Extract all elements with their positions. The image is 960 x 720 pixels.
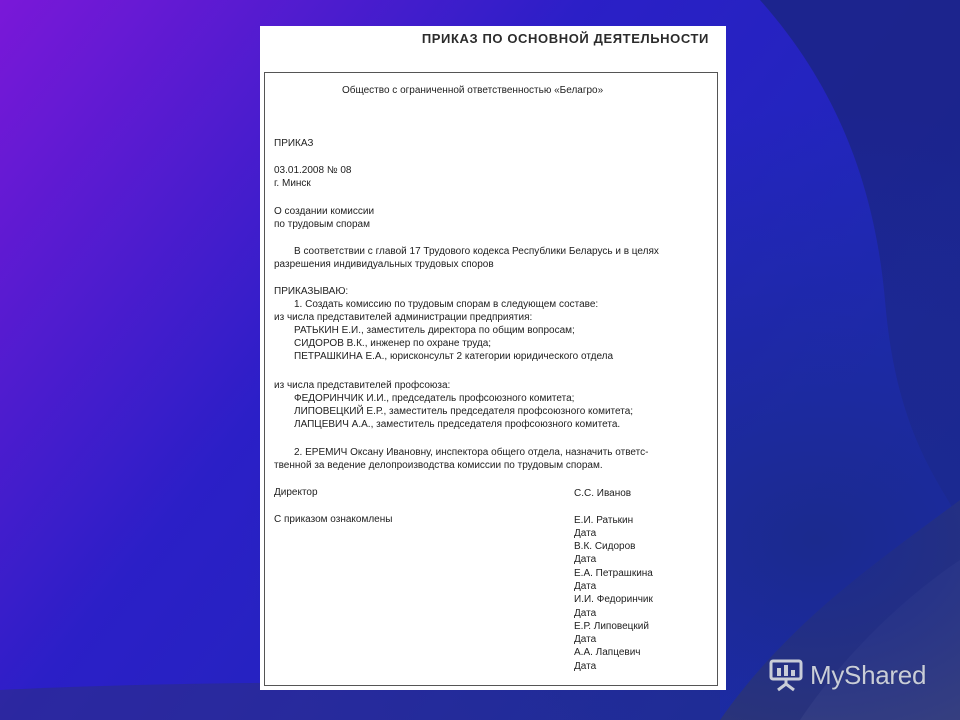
order-item-2: твенной за ведение делопроизводства комиссии по трудовым спорам.: [274, 460, 603, 471]
order-item-2: 2. ЕРЕМИЧ Оксану Ивановну, инспектора общего отдела, назначить ответс-: [294, 447, 649, 458]
admin-heading: из числа представителей администрации предприятия:: [274, 312, 533, 323]
order-item-1: 1. Создать комиссию по трудовым спорам в следующем составе:: [294, 299, 599, 310]
preamble: В соответствии с главой 17 Трудового кодекса Республики Беларусь и в целях разрешения индивидуальных трудовых споров: [274, 246, 659, 270]
signature-line: Е.А. Петрашкина: [574, 568, 653, 579]
union-member: ФЕДОРИНЧИК И.И., председатель профсоюзного комитета;: [294, 393, 575, 404]
subject-line: по трудовым спорам: [274, 219, 370, 230]
watermark-brand: MyShared: [810, 659, 927, 690]
union-member: ЛИПОВЕЦКИЙ Е.Р., заместитель председателя профсоюзного комитета;: [294, 406, 634, 417]
signature-line: Е.И. Ратькин: [574, 515, 634, 526]
signature-line: И.И. Федоринчик: [574, 594, 653, 605]
projector-icon: [768, 658, 804, 692]
admin-member: РАТЬКИН Е.И., заместитель директора по общим вопросам;: [294, 325, 575, 336]
signature-line: Дата: [574, 528, 597, 539]
signature-line: Дата: [574, 581, 597, 592]
organization-name: Общество с ограниченной ответственностью «Белагро»: [342, 85, 604, 96]
myshared-watermark[interactable]: [768, 658, 926, 692]
place: г. Минск: [274, 178, 311, 189]
director-label: Директор: [274, 487, 318, 498]
date-number: 03.01.2008 № 08: [274, 165, 352, 176]
admin-member: ПЕТРАШКИНА Е.А., юрисконсульт 2 категории юридического отдела: [294, 351, 614, 362]
signature-line: Дата: [574, 554, 597, 565]
signature-line: Дата: [574, 661, 597, 672]
signature-line: В.К. Сидоров: [574, 541, 636, 552]
signature-line: Дата: [574, 634, 597, 645]
admin-member: СИДОРОВ В.К., инженер по охране труда;: [294, 338, 492, 349]
signature-line: А.А. Лапцевич: [574, 647, 641, 658]
order-word: ПРИКАЗЫВАЮ:: [274, 286, 349, 297]
acquainted-label: С приказом ознакомлены: [274, 514, 393, 525]
signature-line: Е.Р. Липовецкий: [574, 621, 649, 632]
doc-type: ПРИКАЗ: [274, 138, 314, 149]
union-heading: из числа представителей профсоюза:: [274, 380, 451, 391]
subject-line: О создании комиссии: [274, 206, 375, 217]
signature-line: Дата: [574, 608, 597, 619]
document-page: [260, 26, 726, 690]
director-name: С.С. Иванов: [574, 488, 632, 499]
document-heading: ПРИКАЗ ПО ОСНОВНОЙ ДЕЯТЕЛЬНОСТИ: [421, 31, 709, 46]
union-member: ЛАПЦЕВИЧ А.А., заместитель председателя профсоюзного комитета.: [294, 419, 621, 430]
